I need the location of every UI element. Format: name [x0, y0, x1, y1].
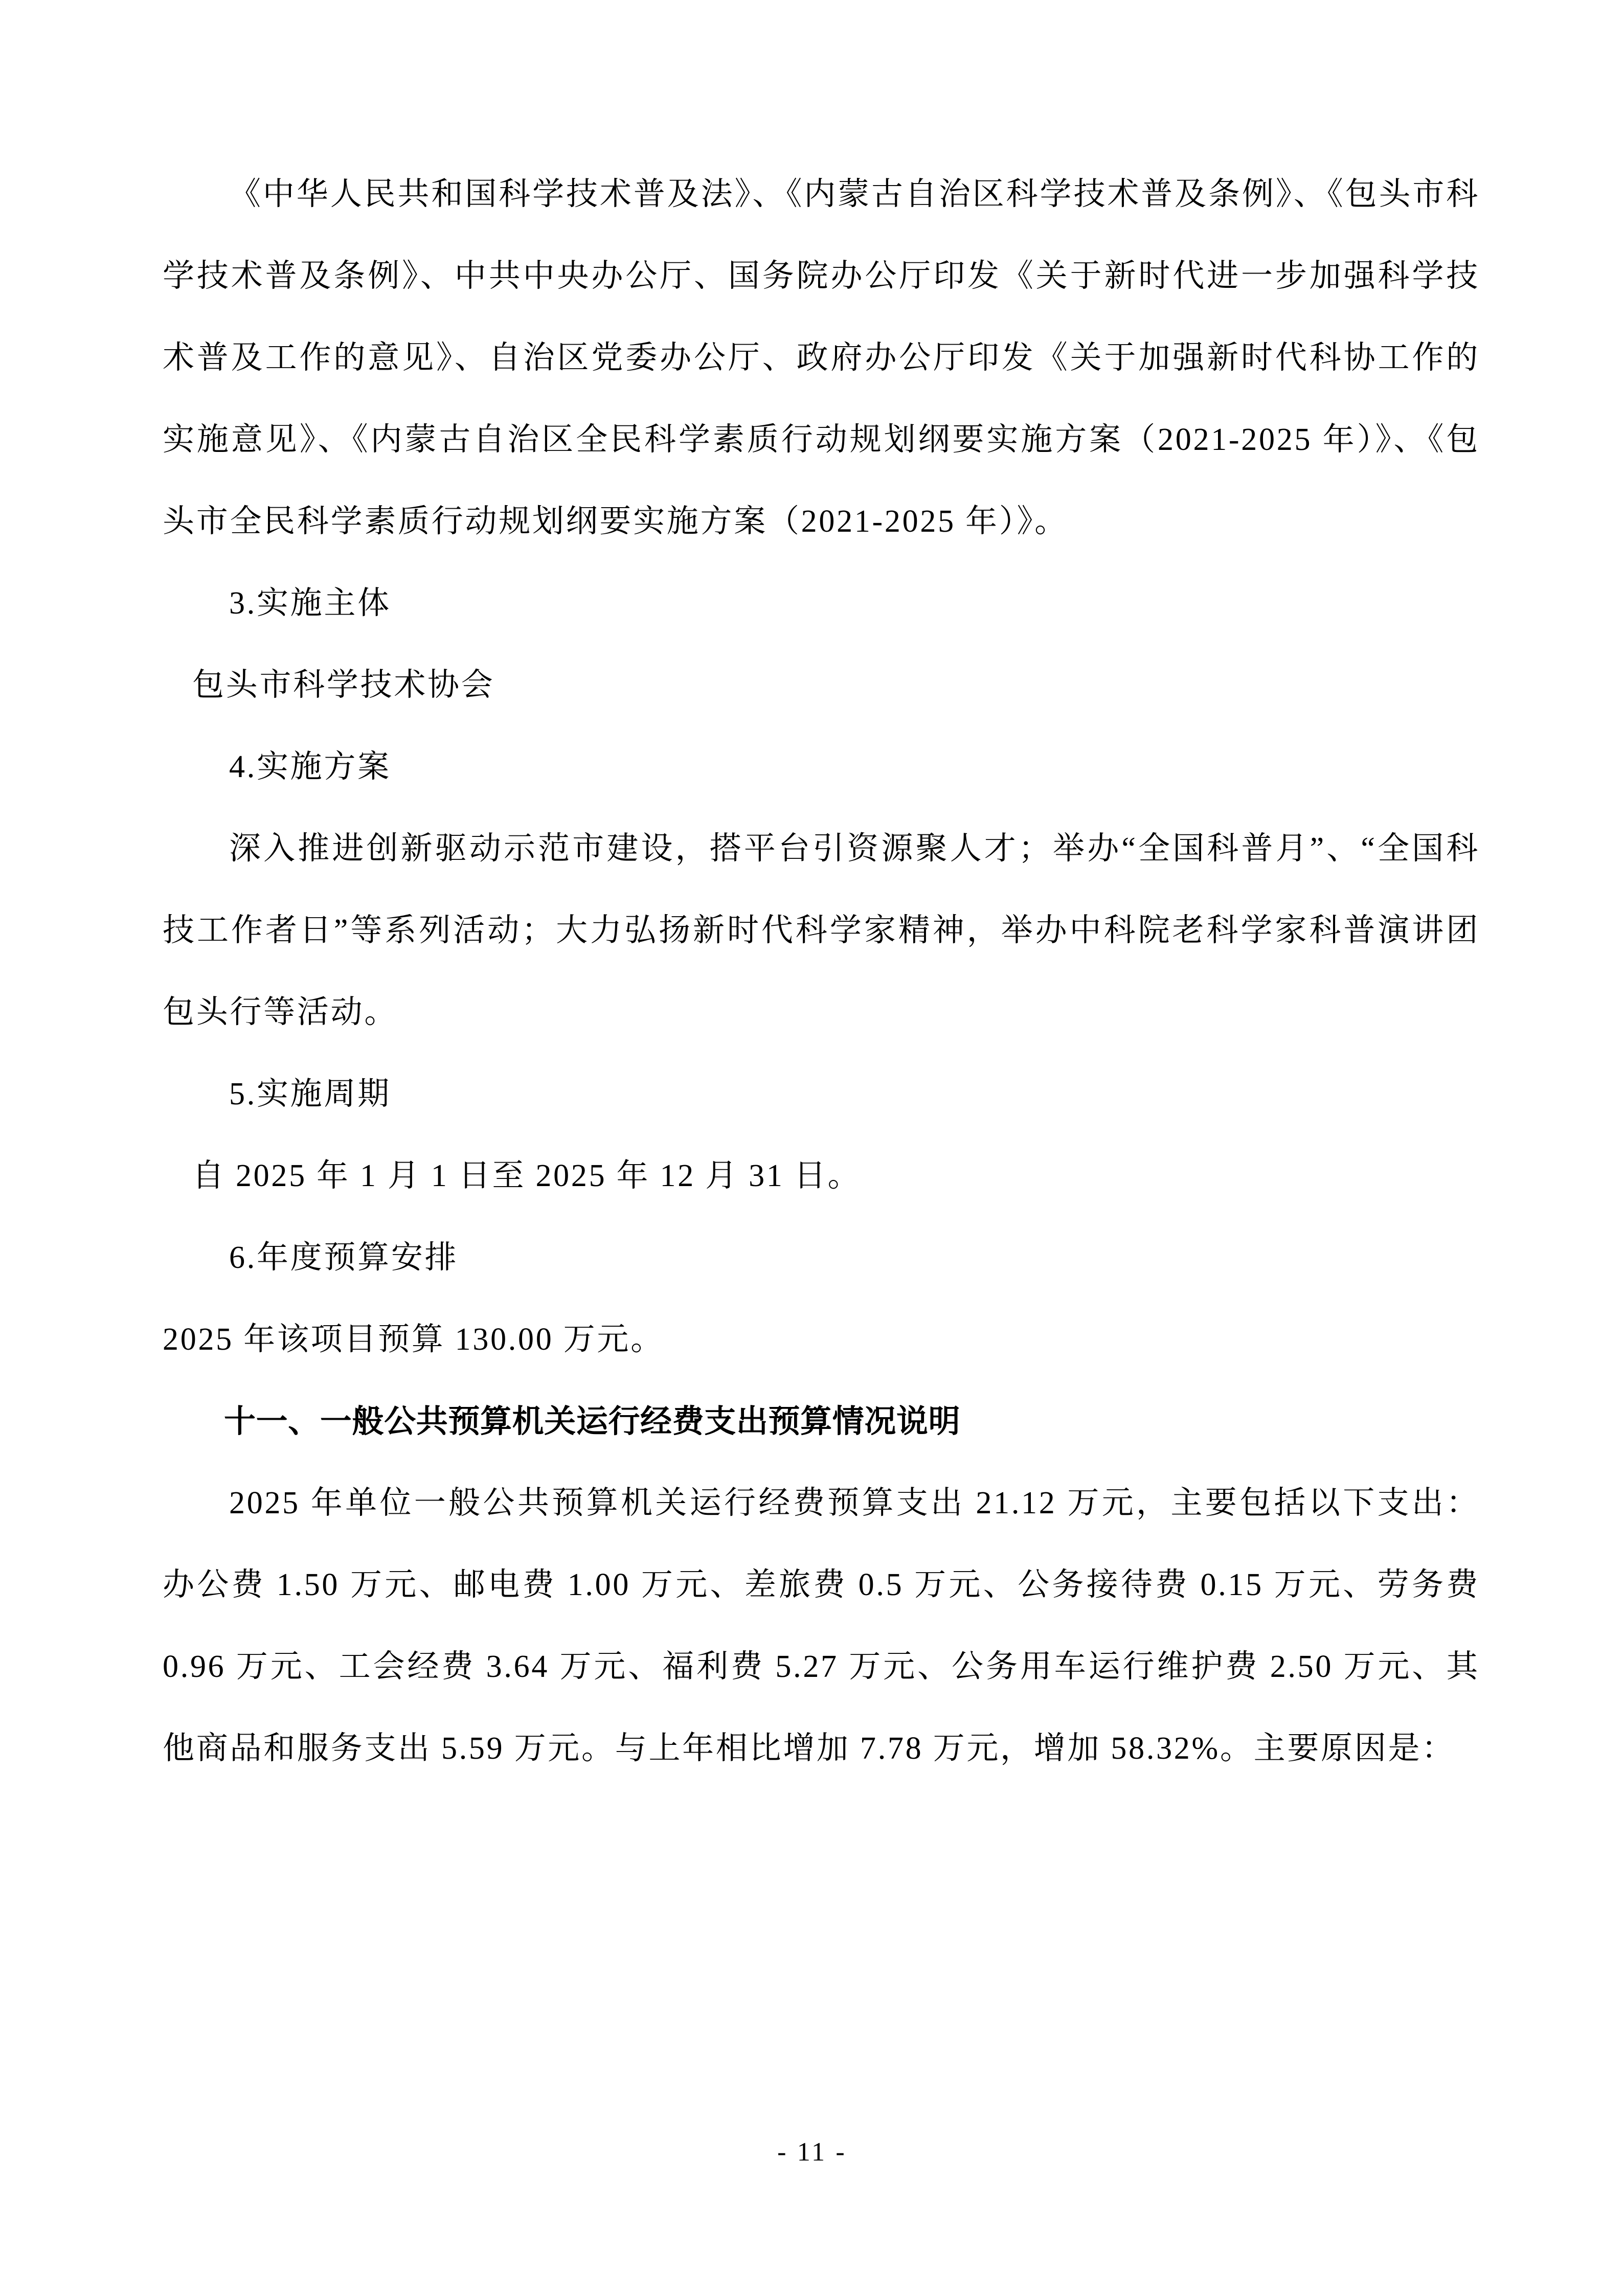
list-item-value-5: 自 2025 年 1 月 1 日至 2025 年 12 月 31 日。	[192, 1158, 862, 1193]
paragraph-section-eleven: 2025 年单位一般公共预算机关运行经费预算支出 21.12 万元，主要包括以下支出：办公费 1.50 万元、邮电费 1.00 万元、差旅费 0.5 万元、公务接待费 0.15 万元、劳务费 0.96 万元、工会经费 3.64 万元、福利费 5.27 万元、公务用车运行维护费 2.50 万元、其他商品和服务支出 5.59 万元。与上年相比增加 7.78 万元，增加 58.32%。主要原因是：	[163, 1486, 1480, 1766]
list-item-heading-4: 4.实施方案	[229, 749, 391, 784]
list-item-value-6: 2025 年该项目预算 130.00 万元。	[163, 1322, 664, 1357]
list-item-heading-6: 6.年度预算安排	[229, 1240, 459, 1275]
list-item-value-3: 包头市科学技术协会	[192, 668, 495, 702]
page-content	[163, 153, 1480, 1789]
page-number: - 11 -	[777, 2138, 847, 2167]
list-item-heading-3: 3.实施主体	[229, 586, 391, 621]
section-heading-eleven: 十一、一般公共预算机关运行经费支出预算情况说明	[224, 1402, 961, 1440]
list-item-heading-5: 5.实施周期	[229, 1077, 391, 1111]
paragraph-policy-basis: 《中华人民共和国科学技术普及法》、《内蒙古自治区科学技术普及条例》、《包头市科学技术普及条例》、中共中央办公厅、国务院办公厅印发《关于新时代进一步加强科学技术普及工作的意见》、自治区党委办公厅、政府办公厅印发《关于加强新时代科协工作的实施意见》、《内蒙古自治区全民科学素质行动规划纲要实施方案（2021-2025 年）》、《包头市全民科学素质行动规划纲要实施方案（2021-2025 年）》。	[163, 177, 1480, 539]
list-item-value-4: 深入推进创新驱动示范市建设，搭平台引资源聚人才；举办“全国科普月”、“全国科技工作者日”等系列活动；大力弘扬新时代科学家精神，举办中科院老科学家科普演讲团包头行等活动。	[163, 831, 1480, 1030]
